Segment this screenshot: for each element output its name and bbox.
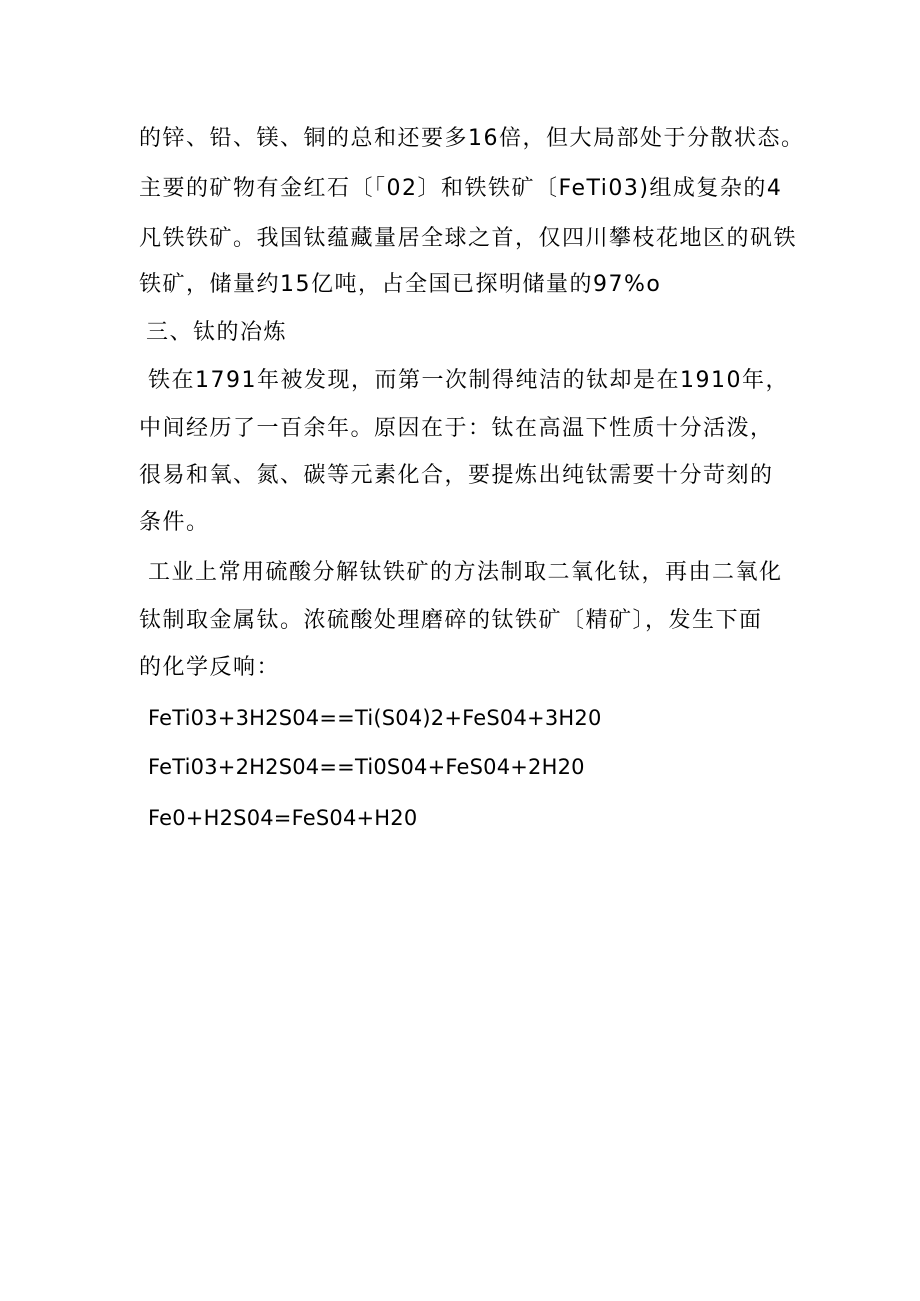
paragraph-line: 中间经历了一百余年。原因在于：钛在高温下性质十分活泼， — [139, 416, 774, 441]
paragraph-line: 钛制取金属钛。浓硫酸处理磨碎的钛铁矿〔精矿〕，发生下面 — [139, 608, 763, 633]
paragraph-line: 条件。 — [139, 510, 210, 535]
chemical-equation: Fe0+H2S04=FeS04+H20 — [148, 806, 418, 830]
paragraph-line: 很易和氧、氮、碳等元素化合，要提炼出纯钛需要十分苛刻的 — [139, 463, 774, 488]
chemical-equation: FeTi03+2H2S04==Ti0S04+FeS04+2H20 — [148, 755, 585, 779]
section-heading: 三、钛的冶炼 — [146, 320, 288, 345]
chemical-equation: FeTi03+3H2S04==Ti(S04)2+FeS04+3H20 — [148, 706, 602, 730]
paragraph-line: 主要的矿物有金红石〔「02〕和铁铁矿〔FeTi03)组成复杂的4 — [139, 176, 783, 201]
paragraph-line: 铁矿，储量约15亿吨，占全国已探明储量的97%o — [139, 272, 662, 297]
paragraph-line: 凡铁铁矿。我国钛蕴藏量居全球之首，仅四川攀枝花地区的矾铁 — [139, 226, 798, 251]
paragraph-line: 铁在1791年被发现，而第一次制得纯洁的钛却是在1910年， — [148, 368, 789, 393]
paragraph-line: 的化学反响： — [139, 655, 281, 680]
paragraph-line: 工业上常用硫酸分解钛铁矿的方法制取二氧化钛，再由二氧化 — [148, 560, 783, 585]
paragraph-line: 的锌、铅、镁、铜的总和还要多16倍，但大局部处于分散状态。 — [139, 126, 805, 151]
